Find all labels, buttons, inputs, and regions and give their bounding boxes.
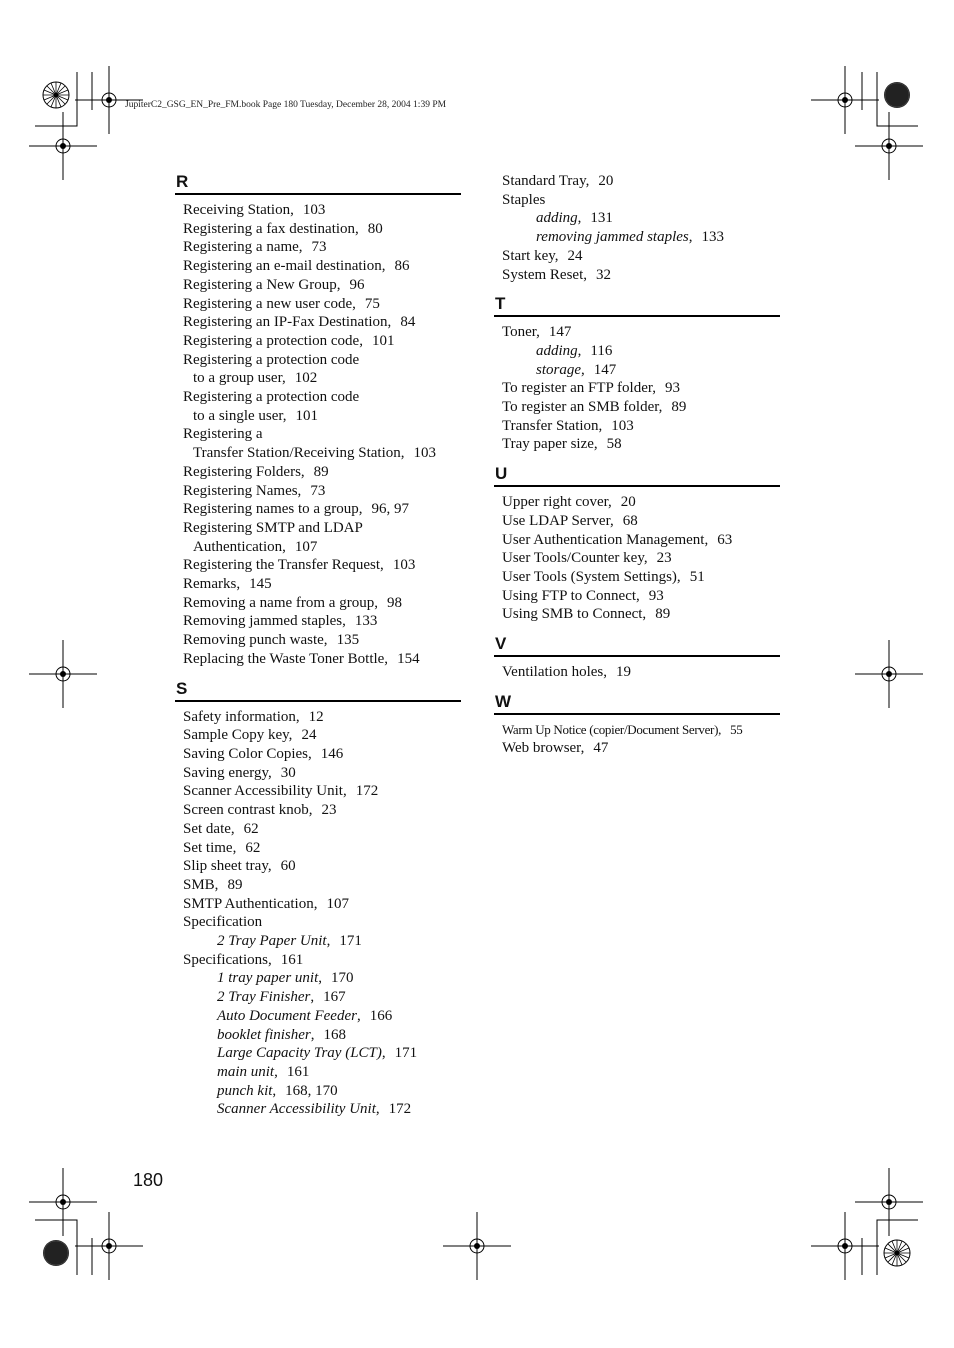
entry-term: Scanner Accessibility Unit, xyxy=(183,783,347,800)
entry-page-ref: 116 xyxy=(590,342,613,359)
page-number: 180 xyxy=(133,1170,164,1190)
entry-term: Authentication, xyxy=(193,538,286,555)
entry-page-ref: 103 xyxy=(413,445,437,462)
entry-page-ref: 147 xyxy=(548,324,572,341)
crosshair-icon xyxy=(855,640,923,708)
entry-term: Warm Up Notice (copier/Document Server), xyxy=(502,721,722,737)
entry-term: Remarks, xyxy=(183,576,241,593)
entry-term: Registering the Transfer Request, xyxy=(183,557,384,574)
entry-term: Using SMB to Connect, xyxy=(502,606,647,623)
registration-dot-icon xyxy=(884,82,910,108)
entry-term: Transfer Station/Receiving Station, xyxy=(193,445,405,462)
entry-page-ref: 93 xyxy=(648,587,664,604)
entry-page-ref: 103 xyxy=(611,417,634,434)
entry-page-ref: 51 xyxy=(689,568,705,585)
index-subentry: adding, 131 xyxy=(536,210,613,227)
crosshair-icon xyxy=(75,66,143,134)
entry-term: to a group user, xyxy=(193,370,286,387)
entry-page-ref: 135 xyxy=(336,632,360,649)
entry-term: punch kit xyxy=(217,1082,273,1099)
entry-term: Set time, xyxy=(183,839,237,856)
index-subentry: punch kit, 168, 170 xyxy=(217,1082,338,1099)
entry-page-ref: 172 xyxy=(388,1101,412,1118)
entry-term: To register an FTP folder, xyxy=(502,380,657,397)
index-subentry: booklet finisher, 168 xyxy=(217,1026,346,1043)
entry-page-ref: 55 xyxy=(730,721,743,737)
section-letter: T xyxy=(494,294,780,317)
entry-term: User Tools (System Settings), xyxy=(502,568,681,585)
entry-term: User Tools/Counter key, xyxy=(502,550,648,567)
crosshair-icon xyxy=(29,1168,97,1236)
entry-term: Registering a protection code xyxy=(183,351,360,368)
entry-term: Sample Copy key, xyxy=(183,727,293,744)
entry-term: Registering a xyxy=(183,426,263,443)
entry-term: adding xyxy=(536,210,578,227)
entry-page-ref: 86 xyxy=(394,258,410,275)
entry-page-ref: 68 xyxy=(622,512,638,529)
entry-page-ref: 167 xyxy=(323,989,346,1006)
entry-page-ref: 133 xyxy=(354,613,378,630)
entry-term: Staples xyxy=(502,191,546,208)
entry-term: Specifications, xyxy=(183,951,272,968)
entry-page-ref: 84 xyxy=(400,314,416,331)
entry-page-ref: 23 xyxy=(321,802,337,819)
entry-term: 2 Tray Paper Unit xyxy=(217,933,327,950)
entry-page-ref: 24 xyxy=(567,247,583,264)
entry-term: Auto Document Feeder xyxy=(217,1007,357,1024)
entry-term: To register an SMB folder, xyxy=(502,399,663,416)
entry-page-ref: 73 xyxy=(310,482,326,499)
entry-page-ref: 101 xyxy=(371,332,395,349)
entry-term: Specification xyxy=(183,914,263,931)
entry-term: Toner, xyxy=(502,324,540,341)
entry-page-ref: 93 xyxy=(665,380,681,397)
entry-page-ref: 107 xyxy=(326,895,349,912)
entry-page-ref: 96 xyxy=(349,276,365,293)
entry-term: Set date, xyxy=(183,820,235,837)
index-subentry: 2 Tray Finisher, 167 xyxy=(217,989,346,1006)
entry-page-ref: 23 xyxy=(656,550,672,567)
entry-term: Registering a fax destination, xyxy=(183,220,359,237)
crosshair-icon xyxy=(29,112,97,180)
crosshair-icon xyxy=(855,112,923,180)
entry-page-ref: 89 xyxy=(671,399,687,416)
entry-page-ref: 89 xyxy=(655,606,671,623)
entry-term: Registering an e-mail destination, xyxy=(183,258,386,275)
section-letter: U xyxy=(494,464,780,487)
entry-term: Registering Folders, xyxy=(183,463,305,480)
entry-term: Scanner Accessibility Unit xyxy=(217,1101,376,1118)
entry-term: Use LDAP Server, xyxy=(502,512,614,529)
entry-page-ref: 73 xyxy=(311,239,327,256)
entry-page-ref: 63 xyxy=(717,531,733,548)
section-letter: S xyxy=(175,679,461,702)
entry-page-ref: 146 xyxy=(320,745,344,762)
entry-term: Removing punch waste, xyxy=(183,632,328,649)
entry-term: 2 Tray Finisher xyxy=(217,989,311,1006)
entry-term: Saving energy, xyxy=(183,764,272,781)
entry-page-ref: 107 xyxy=(294,538,318,555)
entry-term: adding xyxy=(536,342,578,359)
entry-term: Upper right cover, xyxy=(502,494,612,511)
entry-term: Registering Names, xyxy=(183,482,302,499)
crosshair-icon xyxy=(811,1212,879,1280)
crosshair-icon xyxy=(29,640,97,708)
entry-term: Ventilation holes, xyxy=(502,664,607,681)
entry-term: Registering a new user code, xyxy=(183,295,356,312)
entry-term: booklet finisher xyxy=(217,1026,311,1043)
entry-term: Registering a New Group, xyxy=(183,276,341,293)
entry-term: to a single user, xyxy=(193,407,287,424)
entry-term: SMTP Authentication, xyxy=(183,895,318,912)
registration-dot-icon xyxy=(43,1240,69,1266)
entry-term: SMB, xyxy=(183,876,219,893)
index-subentry: Large Capacity Tray (LCT), 171 xyxy=(217,1045,418,1062)
entry-term: Screen contrast knob, xyxy=(183,802,313,819)
entry-term: System Reset, xyxy=(502,266,587,283)
entry-page-ref: 58 xyxy=(606,436,622,453)
entry-term: Using FTP to Connect, xyxy=(502,587,640,604)
entry-term: main unit xyxy=(217,1063,275,1080)
crosshair-icon xyxy=(855,1168,923,1236)
entry-page-ref: 103 xyxy=(302,202,326,218)
entry-page-ref: 20 xyxy=(620,494,636,511)
entry-page-ref: 12 xyxy=(308,708,324,725)
entry-page-ref: 161 xyxy=(280,951,304,968)
entry-term: Replacing the Waste Toner Bottle, xyxy=(183,650,389,667)
section-letter: R xyxy=(175,172,461,195)
index-subentry: Auto Document Feeder, 166 xyxy=(217,1007,393,1024)
entry-page-ref: 24 xyxy=(301,727,317,744)
section-letter: W xyxy=(494,692,780,715)
entry-term: Slip sheet tray, xyxy=(183,858,272,875)
entry-page-ref: 30 xyxy=(280,764,296,781)
book-header: JupiterC2_GSG_EN_Pre_FM.book Page 180 Tuesday, December 28, 2004 1:39 PM xyxy=(125,100,447,110)
entry-page-ref: 147 xyxy=(593,361,617,378)
entry-page-ref: 75 xyxy=(364,295,380,312)
entry-page-ref: 62 xyxy=(245,839,261,856)
entry-page-ref: 168, 170 xyxy=(285,1082,338,1099)
entry-page-ref: 170 xyxy=(331,970,354,987)
crosshair-icon xyxy=(75,1212,143,1280)
entry-term: User Authentication Management, xyxy=(502,531,709,548)
entry-term: Web browser, xyxy=(502,740,585,757)
entry-page-ref: 168 xyxy=(323,1026,346,1043)
entry-page-ref: 19 xyxy=(616,664,631,681)
entry-term: 1 tray paper unit xyxy=(217,970,319,987)
crosshair-icon xyxy=(443,1212,511,1280)
index-subentry: adding, 116 xyxy=(536,342,613,359)
entry-term: Large Capacity Tray (LCT) xyxy=(217,1045,382,1062)
entry-page-ref: 133 xyxy=(701,229,725,246)
entry-page-ref: 161 xyxy=(286,1063,310,1080)
entry-page-ref: 62 xyxy=(243,820,259,837)
entry-page-ref: 89 xyxy=(227,876,243,893)
entry-page-ref: 60 xyxy=(280,858,296,875)
entry-page-ref: 131 xyxy=(590,210,613,227)
index-subentry: main unit, 161 xyxy=(217,1063,310,1080)
entry-page-ref: 171 xyxy=(394,1045,418,1062)
index-subentry: removing jammed staples, 133 xyxy=(536,229,725,246)
entry-page-ref: 172 xyxy=(355,783,379,800)
index-subentry: 2 Tray Paper Unit, 171 xyxy=(217,933,362,950)
entry-page-ref: 80 xyxy=(367,220,383,237)
entry-term: Registering a protection code, xyxy=(183,332,363,349)
entry-term: Tray paper size, xyxy=(502,436,598,453)
entry-term: Transfer Station, xyxy=(502,417,603,434)
crosshair-icon xyxy=(811,66,879,134)
entry-page-ref: 20 xyxy=(598,173,614,189)
entry-term: storage xyxy=(536,361,581,378)
entry-page-ref: 96, 97 xyxy=(371,501,410,518)
entry-term: Removing jammed staples, xyxy=(183,613,346,630)
entry-term: Removing a name from a group, xyxy=(183,594,378,611)
entry-page-ref: 103 xyxy=(392,557,416,574)
index-subentry: 1 tray paper unit, 170 xyxy=(217,970,354,987)
index-subentry: Scanner Accessibility Unit, 172 xyxy=(217,1101,412,1118)
entry-term: Receiving Station, xyxy=(183,202,294,218)
entry-term: Standard Tray, xyxy=(502,173,590,189)
index-subentry: storage, 147 xyxy=(536,361,617,378)
entry-term: removing jammed staples xyxy=(536,229,689,246)
entry-term: Registering a name, xyxy=(183,239,303,256)
entry-page-ref: 154 xyxy=(397,650,420,667)
entry-term: Safety information, xyxy=(183,708,300,725)
entry-page-ref: 102 xyxy=(294,370,318,387)
registration-star-icon xyxy=(884,1240,910,1266)
entry-term: Registering a protection code xyxy=(183,389,360,406)
entry-page-ref: 89 xyxy=(313,463,329,480)
entry-page-ref: 98 xyxy=(386,594,402,611)
entry-term: Start key, xyxy=(502,247,559,264)
entry-page-ref: 47 xyxy=(593,740,609,757)
entry-term: Registering an IP-Fax Destination, xyxy=(183,314,392,331)
entry-page-ref: 171 xyxy=(339,933,362,950)
registration-star-icon xyxy=(43,82,69,108)
entry-page-ref: 145 xyxy=(249,576,272,593)
entry-term: Registering SMTP and LDAP xyxy=(183,519,363,536)
entry-page-ref: 166 xyxy=(369,1007,393,1024)
entry-term: Saving Color Copies, xyxy=(183,745,312,762)
entry-term: Registering names to a group, xyxy=(183,501,363,518)
entry-page-ref: 101 xyxy=(295,407,319,424)
section-letter: V xyxy=(494,634,780,657)
entry-page-ref: 32 xyxy=(596,266,611,283)
